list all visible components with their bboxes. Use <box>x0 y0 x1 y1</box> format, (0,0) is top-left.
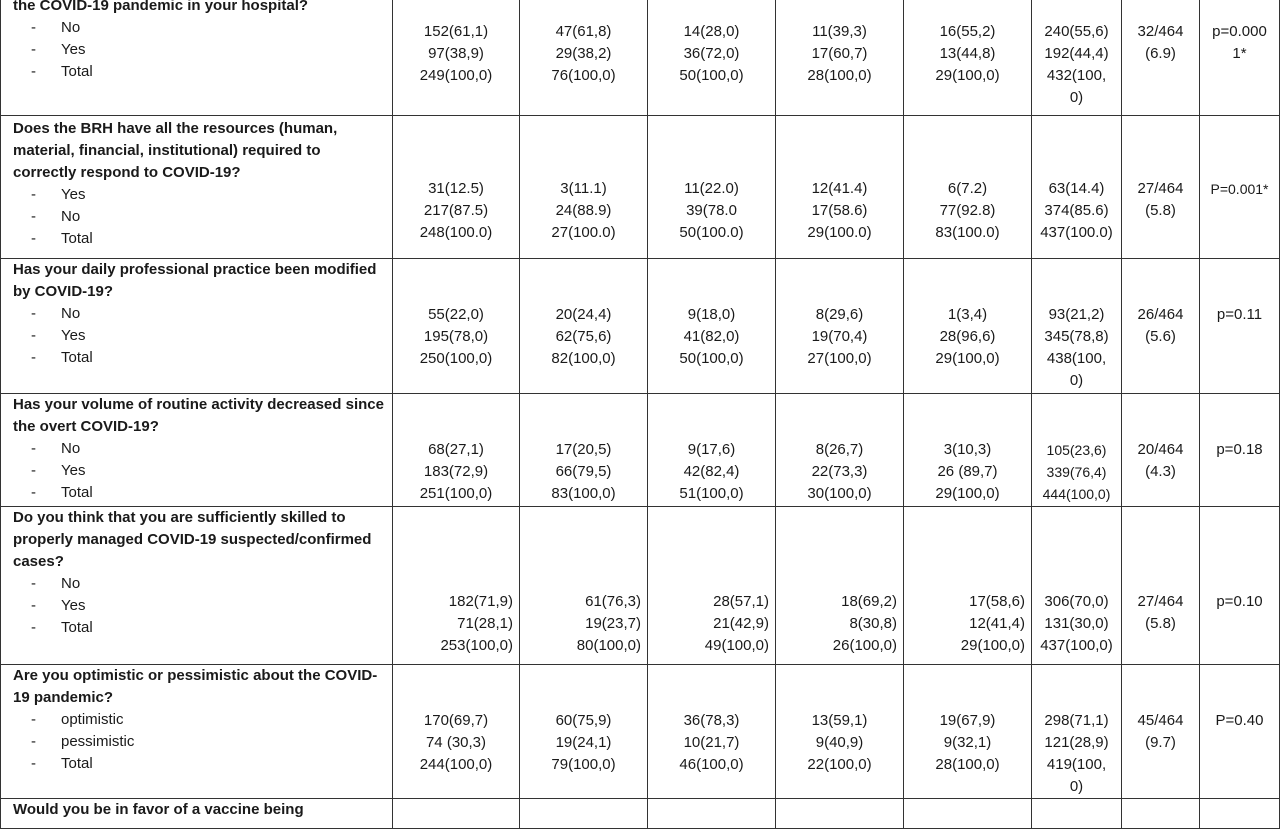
group-cell <box>393 799 520 829</box>
answer-option <box>13 206 386 228</box>
table-row <box>1 665 1280 799</box>
answer-option <box>13 325 386 347</box>
cell-value: 9(18,0) 41(82,0) 50(100,0) <box>679 306 744 367</box>
question-cell <box>1 0 393 116</box>
answer-option-label: Yes <box>61 597 86 614</box>
total-cell <box>1032 394 1122 507</box>
question-text: Has your daily professional practice been modified by COVID-19? <box>13 261 377 300</box>
cell-value: 93(21,2) 345(78,8) 438(100, 0) <box>1044 306 1109 389</box>
cell-value: 20(24,4) 62(75,6) 82(100,0) <box>551 306 616 367</box>
missing-value: 27/464 (5.8) <box>1137 180 1184 219</box>
bullet-dash: - <box>31 619 36 636</box>
p-value-cell <box>1200 394 1280 507</box>
group-cell <box>393 116 520 259</box>
cell-value: 170(69,7) 74 (30,3) 244(100,0) <box>419 712 493 773</box>
p-value: p=0.11 <box>1216 306 1263 323</box>
bullet-dash: - <box>31 575 36 592</box>
bullet-dash: - <box>31 305 36 322</box>
group-cell <box>648 394 776 507</box>
bullet-dash: - <box>31 41 36 58</box>
group-cell <box>648 116 776 259</box>
cell-value: 17(20,5) 66(79,5) 83(100,0) <box>551 441 616 502</box>
group-cell <box>904 507 1032 665</box>
group-cell <box>648 507 776 665</box>
answer-option-label: No <box>61 19 81 36</box>
group-cell <box>904 394 1032 507</box>
p-value: p=0.18 <box>1216 441 1263 458</box>
cell-value: 298(71,1) 121(28,9) 419(100, 0) <box>1044 712 1109 795</box>
missing-value: 26/464 (5.6) <box>1137 306 1184 345</box>
cell-value: 8(29,6) 19(70,4) 27(100,0) <box>807 306 872 367</box>
answer-option-label: No <box>61 208 81 225</box>
question-text: Are you optimistic or pessimistic about the COVID-19 pandemic? <box>13 667 378 706</box>
missing-value: 32/464 (6.9) <box>1137 23 1184 62</box>
answer-option-label: Yes <box>61 462 86 479</box>
answer-option <box>13 184 386 206</box>
group-cell <box>648 665 776 799</box>
answer-option-label: Yes <box>61 186 86 203</box>
cell-value: 14(28,0) 36(72,0) 50(100,0) <box>679 23 744 84</box>
cell-value: 3(11.1) 24(88.9) 27(100.0) <box>551 180 616 241</box>
cell-value: 13(59,1) 9(40,9) 22(100,0) <box>807 712 872 773</box>
bullet-dash: - <box>31 484 36 501</box>
answer-option-label: Yes <box>61 327 86 344</box>
table-row <box>1 507 1280 665</box>
answer-option <box>13 39 386 61</box>
answer-option-label: Total <box>61 619 93 636</box>
group-cell <box>393 665 520 799</box>
group-cell <box>776 259 904 394</box>
answer-option-label: Total <box>61 755 93 772</box>
missing-value: 45/464 (9.7) <box>1137 712 1184 751</box>
cell-value: 31(12.5) 217(87.5) 248(100.0) <box>419 180 493 241</box>
group-cell <box>776 116 904 259</box>
cell-value: 1(3,4) 28(96,6) 29(100,0) <box>935 306 1000 367</box>
cell-value: 8(26,7) 22(73,3) 30(100,0) <box>807 441 872 502</box>
bullet-dash: - <box>31 230 36 247</box>
cell-value: 55(22,0) 195(78,0) 250(100,0) <box>419 306 493 367</box>
p-value: p=0.000 1* <box>1212 23 1267 62</box>
group-cell <box>776 394 904 507</box>
group-cell <box>520 799 648 829</box>
cell-value: 306(70,0) 131(30,0) 437(100,0) <box>1040 593 1113 654</box>
table-row <box>1 116 1280 259</box>
total-cell <box>1032 507 1122 665</box>
answer-option-label: optimistic <box>61 711 124 728</box>
answer-option-label: Total <box>61 484 93 501</box>
cell-value: 36(78,3) 10(21,7) 46(100,0) <box>679 712 744 773</box>
cell-value: 16(55,2) 13(44,8) 29(100,0) <box>935 23 1000 84</box>
group-cell <box>776 507 904 665</box>
answer-option-label: pessimistic <box>61 733 135 750</box>
bullet-dash: - <box>31 462 36 479</box>
cell-value: 11(39,3) 17(60,7) 28(100,0) <box>807 23 872 84</box>
cell-value: 105(23,6) 339(76,4) 444(100,0) <box>1042 442 1111 502</box>
group-cell <box>904 799 1032 829</box>
answer-option-label: No <box>61 305 81 322</box>
answer-option <box>13 573 386 595</box>
answer-option <box>13 595 386 617</box>
cell-value: 12(41.4) 17(58.6) 29(100.0) <box>807 180 872 241</box>
bullet-dash: - <box>31 19 36 36</box>
answer-option <box>13 228 386 250</box>
answer-option <box>13 17 386 39</box>
cell-value: 6(7.2) 77(92.8) 83(100.0) <box>935 180 1000 241</box>
total-cell <box>1032 259 1122 394</box>
p-value-cell <box>1200 799 1280 829</box>
group-cell <box>520 507 648 665</box>
p-value-cell <box>1200 116 1280 259</box>
table-row <box>1 259 1280 394</box>
answer-option <box>13 438 386 460</box>
group-cell <box>776 665 904 799</box>
question-text: Would you be in favor of a vaccine being <box>13 801 304 818</box>
table-row <box>1 394 1280 507</box>
question-text: Do you think that you are sufficiently skilled to properly managed COVID-19 suspected/confirmed cases? <box>13 509 372 570</box>
question-cell <box>1 665 393 799</box>
missing-value: 20/464 (4.3) <box>1137 441 1184 480</box>
answer-option-label: Total <box>61 349 93 366</box>
p-value: p=0.10 <box>1216 593 1263 610</box>
cell-value: 17(58,6) 12(41,4) 29(100,0) <box>960 593 1025 654</box>
p-value-cell <box>1200 507 1280 665</box>
answer-option <box>13 303 386 325</box>
group-cell <box>520 0 648 116</box>
bullet-dash: - <box>31 186 36 203</box>
group-cell <box>904 665 1032 799</box>
table-row <box>1 799 1280 829</box>
answer-option <box>13 753 386 775</box>
missing-cell <box>1122 507 1200 665</box>
group-cell <box>520 116 648 259</box>
group-cell <box>393 0 520 116</box>
group-cell <box>776 799 904 829</box>
group-cell <box>904 0 1032 116</box>
p-value-cell <box>1200 665 1280 799</box>
question-cell <box>1 116 393 259</box>
answer-option <box>13 617 386 639</box>
total-cell <box>1032 116 1122 259</box>
group-cell <box>904 116 1032 259</box>
question-cell <box>1 507 393 665</box>
bullet-dash: - <box>31 733 36 750</box>
answer-option <box>13 731 386 753</box>
cell-value: 68(27,1) 183(72,9) 251(100,0) <box>419 441 493 502</box>
group-cell <box>520 394 648 507</box>
missing-cell <box>1122 665 1200 799</box>
p-value: P=0.40 <box>1215 712 1264 729</box>
group-cell <box>904 259 1032 394</box>
group-cell <box>520 259 648 394</box>
cell-value: 28(57,1) 21(42,9) 49(100,0) <box>704 593 769 654</box>
cell-value: 61(76,3) 19(23,7) 80(100,0) <box>576 593 641 654</box>
question-cell <box>1 259 393 394</box>
answer-option-label: Total <box>61 230 93 247</box>
question-cell <box>1 799 393 829</box>
cell-value: 18(69,2) 8(30,8) 26(100,0) <box>832 593 897 654</box>
bullet-dash: - <box>31 208 36 225</box>
cell-value: 47(61,8) 29(38,2) 76(100,0) <box>551 23 616 84</box>
question-cell <box>1 394 393 507</box>
missing-cell <box>1122 394 1200 507</box>
answer-option-label: Yes <box>61 41 86 58</box>
missing-cell <box>1122 116 1200 259</box>
answer-option <box>13 61 386 83</box>
bullet-dash: - <box>31 63 36 80</box>
missing-cell <box>1122 799 1200 829</box>
cell-value: 19(67,9) 9(32,1) 28(100,0) <box>935 712 1000 773</box>
bullet-dash: - <box>31 755 36 772</box>
group-cell <box>393 259 520 394</box>
bullet-dash: - <box>31 349 36 366</box>
answer-option-label: Total <box>61 63 93 80</box>
cell-value: 182(71,9) 71(28,1) 253(100,0) <box>440 593 513 654</box>
answer-option <box>13 460 386 482</box>
p-value-cell <box>1200 259 1280 394</box>
cell-value: 240(55,6) 192(44,4) 432(100, 0) <box>1044 23 1109 106</box>
missing-cell <box>1122 259 1200 394</box>
answer-option <box>13 709 386 731</box>
total-cell <box>1032 665 1122 799</box>
cell-value: 60(75,9) 19(24,1) 79(100,0) <box>551 712 616 773</box>
question-text: the COVID-19 pandemic in your hospital? <box>13 0 309 14</box>
group-cell <box>648 0 776 116</box>
group-cell <box>776 0 904 116</box>
question-text: Has your volume of routine activity decreased since the overt COVID-19? <box>13 396 384 435</box>
table-row <box>1 0 1280 116</box>
cell-value: 63(14.4) 374(85.6) 437(100.0) <box>1040 180 1113 241</box>
total-cell <box>1032 0 1122 116</box>
bullet-dash: - <box>31 597 36 614</box>
p-value: P=0.001* <box>1210 181 1269 197</box>
bullet-dash: - <box>31 440 36 457</box>
p-value-cell <box>1200 0 1280 116</box>
total-cell <box>1032 799 1122 829</box>
group-cell <box>648 259 776 394</box>
cell-value: 3(10,3) 26 (89,7) 29(100,0) <box>935 441 1000 502</box>
answer-option-label: No <box>61 575 81 592</box>
cell-value: 9(17,6) 42(82,4) 51(100,0) <box>679 441 744 502</box>
answer-option <box>13 347 386 369</box>
bullet-dash: - <box>31 327 36 344</box>
cell-value: 152(61,1) 97(38,9) 249(100,0) <box>419 23 493 84</box>
group-cell <box>648 799 776 829</box>
answer-option-label: No <box>61 440 81 457</box>
missing-value: 27/464 (5.8) <box>1137 593 1184 632</box>
group-cell <box>393 394 520 507</box>
question-text: Does the BRH have all the resources (human, material, financial, institutional) required to correctly respond to COVID-19? <box>13 120 338 181</box>
missing-cell <box>1122 0 1200 116</box>
group-cell <box>393 507 520 665</box>
group-cell <box>520 665 648 799</box>
bullet-dash: - <box>31 711 36 728</box>
answer-option <box>13 482 386 504</box>
cell-value: 11(22.0) 39(78.0 50(100.0) <box>679 180 744 241</box>
